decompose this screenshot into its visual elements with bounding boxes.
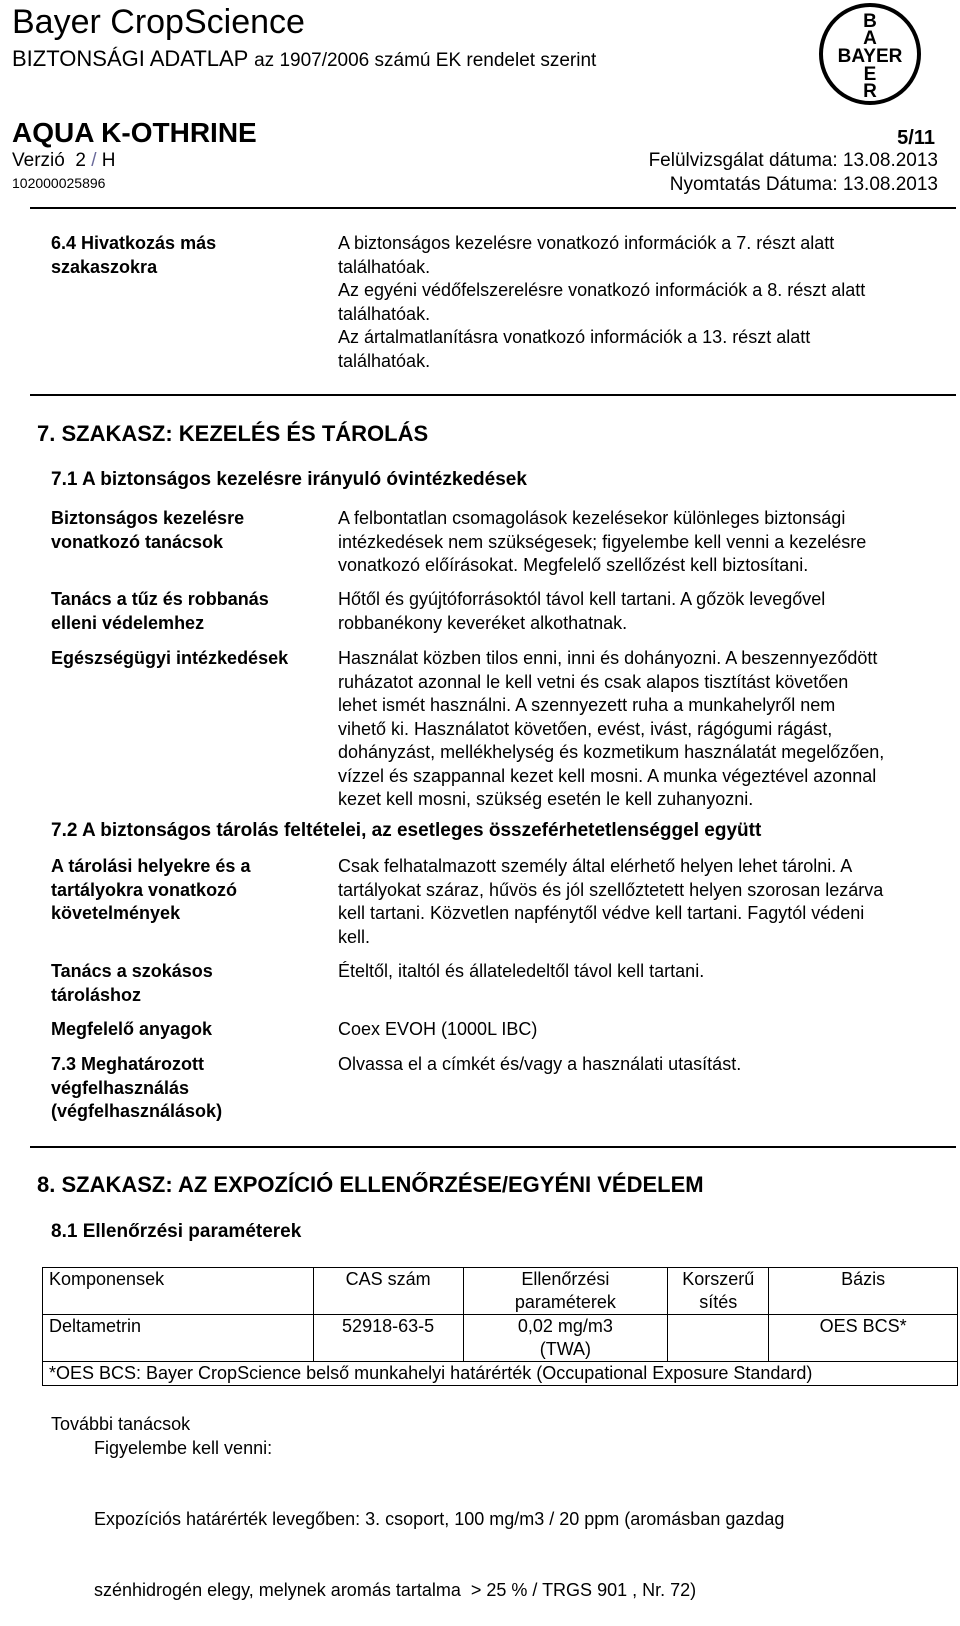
- table-header-row: [43, 1268, 958, 1315]
- document-type: BIZTONSÁGI ADATLAP: [12, 46, 248, 71]
- section-6-4-text: [338, 232, 865, 373]
- logo-letter-r: R: [863, 81, 877, 102]
- text-line: lehet ismét használni. A szennyezett ruha a munkahelyről nem: [338, 695, 836, 715]
- section-7-1-heading: 7.1 A biztonságos kezelésre irányuló óvintézkedések: [51, 469, 527, 490]
- label-line: követelmények: [51, 903, 181, 923]
- section-7-2-heading: 7.2 A biztonságos tárolás feltételei, az esetleges összeférhetetlenséggel együtt: [51, 820, 762, 841]
- text-line: vízzel és szappannal kezet kell mosni. A munka végeztével azonnal: [338, 765, 877, 786]
- suitable-materials-text: [338, 1018, 537, 1042]
- logo-word-bayer: BAYER: [837, 46, 903, 67]
- document-type-line: [12, 46, 596, 74]
- label-line: elleni védelemhez: [51, 612, 205, 633]
- hygiene-measures-text: [338, 647, 884, 812]
- text-line: Az egyéni védőfelszerelésre vonatkozó információk a 8. részt alatt: [338, 280, 866, 300]
- section-7-3-label: [51, 1053, 222, 1124]
- parameter-cell: [463, 1315, 668, 1362]
- label-line: A tárolási helyekre és a: [51, 856, 251, 876]
- print-date: Nyomtatás Dátuma: 13.08.2013: [669, 174, 938, 195]
- regulation-reference: az 1907/2006 számú EK rendelet szerint: [254, 50, 597, 71]
- label-line: 6.4 Hivatkozás más: [51, 233, 217, 253]
- fire-protection-text: [338, 588, 825, 635]
- text-line: kell.: [338, 926, 371, 947]
- version-line: [12, 150, 116, 172]
- label-line: szakaszokra: [51, 256, 158, 277]
- text-line: robbanékony keveréket alkothatnak.: [338, 612, 628, 633]
- text-line: találhatóak.: [338, 350, 431, 371]
- text-line: intézkedések nem szükségesek; figyelembe kell venni a kezelésre: [338, 531, 867, 552]
- label-line: Tanács a tűz és robbanás: [51, 589, 269, 609]
- table-footnote-row: [43, 1362, 958, 1386]
- suitable-materials-label: [51, 1018, 212, 1042]
- text-line: Olvassa el a címkét és/vagy a használati utasítást.: [338, 1054, 742, 1074]
- text-line: ruházatot azonnal le kell vetni és csak alapos tisztítást követően: [338, 671, 849, 692]
- label-line: tároláshoz: [51, 984, 142, 1005]
- label-line: vonatkozó tanácsok: [51, 531, 224, 552]
- bayer-cross-logo: [818, 2, 922, 106]
- further-advice-text: [94, 1461, 784, 1626]
- text-line: Coex EVOH (1000L IBC): [338, 1019, 538, 1039]
- text-line: találhatóak.: [338, 256, 431, 277]
- text-line: Expozíciós határérték levegőben: 3. csoport, 100 mg/m3 / 20 ppm (aromásban gazdag: [94, 1509, 785, 1529]
- exposure-parameters-table: [42, 1267, 958, 1386]
- section-6-4-label: [51, 232, 216, 279]
- logo-letter-e: E: [863, 64, 877, 85]
- cell-line: (TWA): [539, 1339, 592, 1359]
- version-slash: /: [91, 150, 97, 171]
- section-divider: [30, 1146, 956, 1148]
- logo-letter-a: A: [863, 28, 877, 49]
- text-line: kezet kell mosni, szükség esetén le kell zuhanyozni.: [338, 789, 754, 809]
- label-line: Biztonságos kezelésre: [51, 508, 245, 528]
- further-advice-title: További tanácsok: [51, 1414, 191, 1434]
- text-line: vonatkozó előírásokat. Megfelelő szellőzést kell biztosítani.: [338, 555, 809, 575]
- text-line: szénhidrogén elegy, melynek aromás tartalma > 25 % / TRGS 901 , Nr. 72): [94, 1579, 697, 1600]
- company-name: Bayer CropScience: [12, 3, 305, 41]
- cell-line: 0,02 mg/m3: [517, 1316, 613, 1336]
- cas-cell: 52918-63-5: [313, 1315, 463, 1362]
- fire-protection-label: [51, 588, 269, 635]
- label-line: Megfelelő anyagok: [51, 1019, 213, 1039]
- safe-handling-text: [338, 507, 866, 578]
- header-line: sítés: [699, 1292, 738, 1312]
- logo-letter-b: B: [863, 11, 877, 32]
- hygiene-measures-label: [51, 647, 288, 671]
- product-name: AQUA K-OTHRINE: [12, 117, 257, 148]
- text-line: vihető ki. Használatot követően, evést, ivást, rágógumi rágást,: [338, 718, 833, 739]
- label-line: Tanács a szokásos: [51, 961, 213, 981]
- label-line: végfelhasználás: [51, 1077, 190, 1098]
- text-line: Csak felhatalmazott személy által elérhető helyen lehet tárolni. A: [338, 856, 853, 876]
- version-label: Verzió: [12, 150, 65, 171]
- text-line: tartályokat száraz, hűvös és jól szellőztetett helyen szorosan lezárva: [338, 879, 884, 900]
- update-cell: [668, 1315, 769, 1362]
- column-header: CAS szám: [313, 1268, 463, 1315]
- header-divider: [30, 207, 956, 209]
- table-footnote: *OES BCS: Bayer CropScience belső munkahelyi határérték (Occupational Exposure Standard): [43, 1362, 958, 1386]
- section-8-heading: 8. SZAKASZ: AZ EXPOZÍCIÓ ELLENŐRZÉSE/EGYÉNI VÉDELEM: [37, 1172, 704, 1197]
- section-7-heading: 7. SZAKASZ: KEZELÉS ÉS TÁROLÁS: [37, 421, 429, 446]
- text-line: Használat közben tilos enni, inni és dohányozni. A beszennyeződött: [338, 648, 878, 668]
- component-cell: Deltametrin: [43, 1315, 314, 1362]
- text-line: Hőtől és gyújtóforrásoktól távol kell tartani. A gőzök levegővel: [338, 589, 826, 609]
- text-line: Ételtől, italtól és állateledeltől távol kell tartani.: [338, 961, 705, 981]
- column-header: Komponensek: [43, 1268, 314, 1315]
- column-header: [668, 1268, 769, 1315]
- page-number: 5/11: [897, 127, 935, 149]
- version-number: 2: [75, 150, 86, 171]
- column-header: Bázis: [769, 1268, 958, 1315]
- document-number: 102000025896: [12, 175, 106, 191]
- label-line: 7.3 Meghatározott: [51, 1054, 205, 1074]
- table-row: [43, 1315, 958, 1362]
- header-line: Korszerű: [682, 1269, 755, 1289]
- version-language: H: [101, 150, 116, 171]
- storage-requirements-text: [338, 855, 883, 949]
- text-line: kell tartani. Közvetlen napfénytől védve kell tartani. Fagytól védeni: [338, 903, 865, 923]
- label-line: (végfelhasználások): [51, 1101, 223, 1121]
- text-line: találhatóak.: [338, 303, 431, 324]
- section-8-1-heading: 8.1 Ellenőrzési paraméterek: [51, 1221, 302, 1242]
- common-storage-label: [51, 960, 213, 1007]
- text-line: A felbontatlan csomagolások kezelésekor különleges biztonsági: [338, 508, 846, 528]
- label-line: Egészségügyi intézkedések: [51, 648, 289, 668]
- section-7-3-text: [338, 1053, 741, 1077]
- label-line: tartályokra vonatkozó: [51, 879, 238, 900]
- text-line: Az ártalmatlanításra vonatkozó információk a 13. részt alatt: [338, 327, 811, 347]
- text-line: A biztonságos kezelésre vonatkozó információk a 7. részt alatt: [338, 233, 835, 253]
- revision-date: Felülvizsgálat dátuma: 13.08.2013: [648, 150, 938, 171]
- further-advice-note: Figyelembe kell venni:: [94, 1438, 273, 1458]
- safe-handling-label: [51, 507, 244, 554]
- storage-requirements-label: [51, 855, 250, 926]
- section-divider: [30, 394, 956, 396]
- common-storage-text: [338, 960, 704, 984]
- column-header: Ellenőrzési paraméterek: [463, 1268, 668, 1315]
- basis-cell: OES BCS*: [769, 1315, 958, 1362]
- text-line: dohányzást, mellékhelység és kozmetikum használatát megelőzően,: [338, 742, 885, 762]
